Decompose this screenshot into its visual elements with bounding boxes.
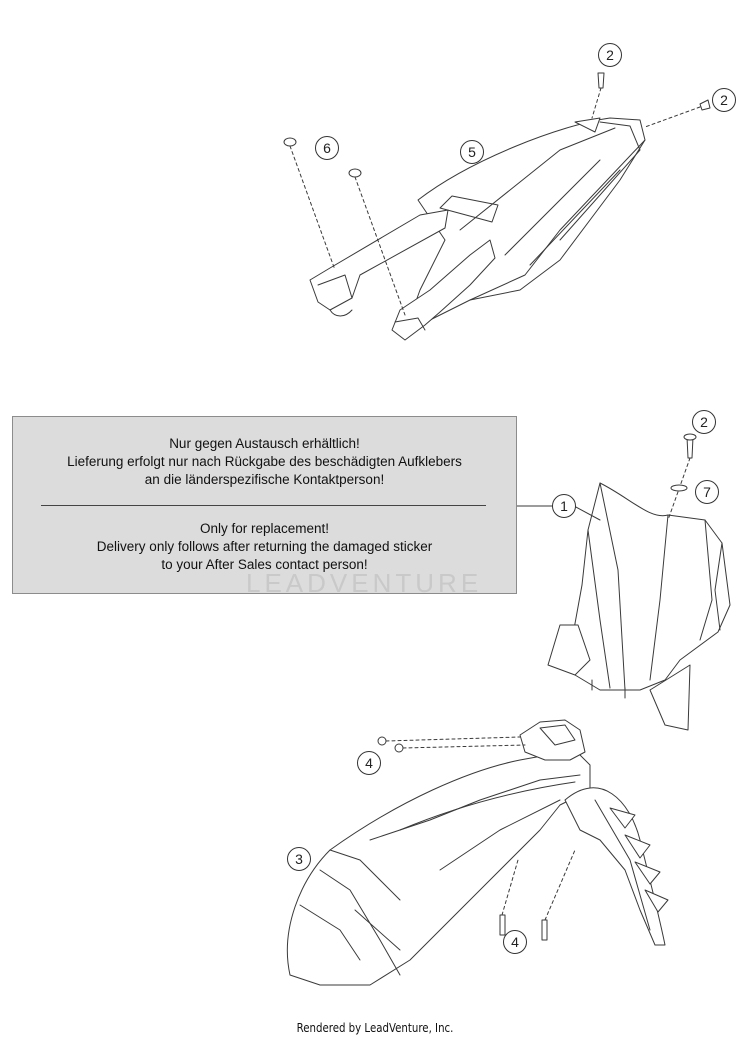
note-de-line3: an die länderspezifische Kontaktperson!	[144, 472, 385, 487]
note-de-line1: Nur gegen Austausch erhältlich!	[169, 436, 360, 451]
front-fender-part	[287, 720, 668, 985]
callout-2-mask: 2	[692, 410, 716, 434]
number-plate-part	[548, 434, 730, 730]
callout-7: 7	[695, 480, 719, 504]
note-divider	[41, 505, 486, 506]
callout-4-front-bottom: 4	[503, 930, 527, 954]
callout-3: 3	[287, 847, 311, 871]
callout-5: 5	[460, 140, 484, 164]
callout-6: 6	[315, 136, 339, 160]
callout-2-rear-top: 2	[598, 43, 622, 67]
note-en-line1: Only for replacement!	[199, 521, 330, 536]
note-de-line2: Lieferung erfolgt nur nach Rückgabe des beschädigten Aufklebers	[67, 454, 462, 469]
callout-1: 1	[552, 494, 576, 518]
footer-credit: Rendered by LeadVenture, Inc.	[296, 1021, 454, 1035]
note-en-line2: Delivery only follows after returning the damaged sticker	[96, 539, 433, 554]
callout-2-rear-side: 2	[712, 88, 736, 112]
note-en-line3: to your After Sales contact person!	[161, 557, 368, 572]
watermark-text: LEADVENTURE	[246, 568, 483, 598]
callout-4-front-top: 4	[357, 751, 381, 775]
